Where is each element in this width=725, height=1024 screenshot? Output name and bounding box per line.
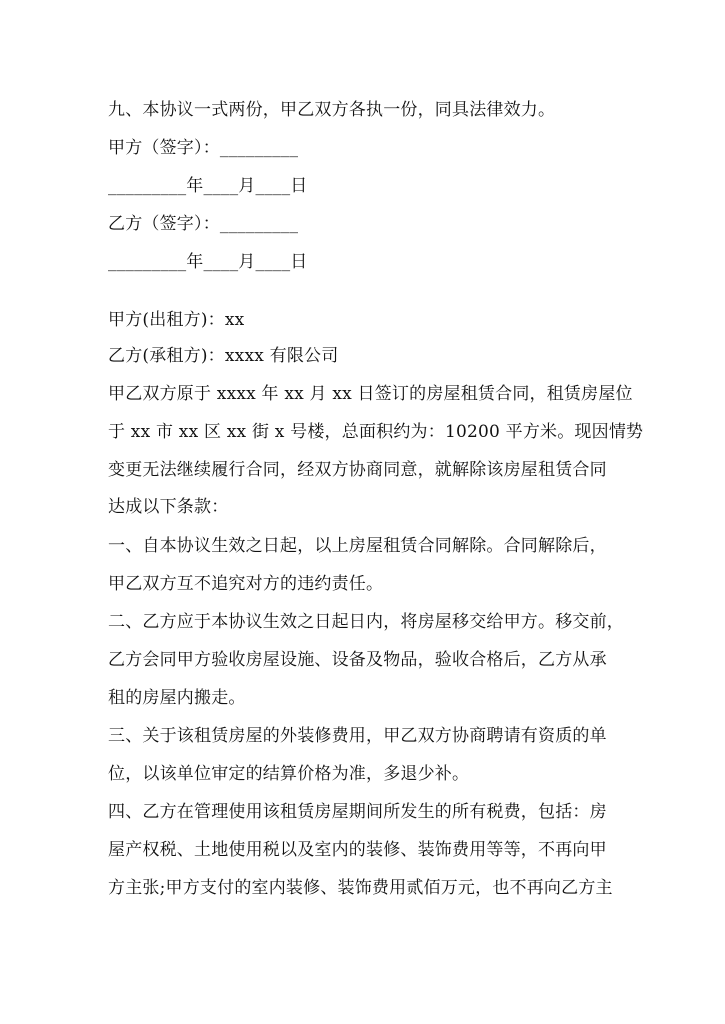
intro-paragraph-line-2: 于 xx 市 xx 区 xx 街 x 号楼，总面积约为：10200 平方米。现因情势 [108, 422, 644, 442]
party-a-date-line: _________年____月____日 [108, 176, 308, 196]
clause-three-line-2: 位，以该单位审定的结算价格为准，多退少补。 [108, 764, 470, 784]
clause-two-line-3: 租的房屋内搬走。 [108, 688, 246, 708]
clause-four-line-1: 四、乙方在管理使用该租赁房屋期间所发生的所有税费，包括：房 [108, 802, 607, 822]
party-b-date-line: _________年____月____日 [108, 252, 308, 272]
party-b-signature-line: 乙方（签字）：_________ [108, 214, 299, 234]
clause-three-line-1: 三、关于该租赁房屋的外装修费用，甲乙双方协商聘请有资质的单 [108, 726, 607, 746]
clause-two-line-1: 二、乙方应于本协议生效之日起日内，将房屋移交给甲方。移交前， [108, 612, 624, 632]
intro-paragraph-line-1: 甲乙双方原于 xxxx 年 xx 月 xx 日签订的房屋租赁合同，租赁房屋位 [108, 384, 633, 404]
intro-paragraph-line-3: 变更无法继续履行合同，经双方协商同意，就解除该房屋租赁合同 [108, 460, 607, 480]
clause-one-line-2: 甲乙双方互不追究对方的违约责任。 [108, 574, 384, 594]
intro-paragraph-line-4: 达成以下条款： [108, 497, 229, 517]
clause-one-line-1: 一、自本协议生效之日起，以上房屋租赁合同解除。合同解除后， [108, 536, 607, 556]
clause-four-line-3: 方主张;甲方支付的室内装修、装饰费用贰佰万元，也不再向乙方主 [108, 878, 613, 898]
clause-four-line-2: 屋产权税、土地使用税以及室内的装修、装饰费用等等，不再向甲 [108, 840, 607, 860]
lessee-line: 乙方(承租方)：xxxx 有限公司 [108, 346, 339, 366]
clause-two-line-2: 乙方会同甲方验收房屋设施、设备及物品，验收合格后，乙方从承 [108, 650, 607, 670]
clause-nine: 九、本协议一式两份，甲乙双方各执一份，同具法律效力。 [108, 100, 556, 120]
lessor-line: 甲方(出租方)：xx [108, 310, 245, 330]
party-a-signature-line: 甲方（签字）：_________ [108, 138, 299, 158]
